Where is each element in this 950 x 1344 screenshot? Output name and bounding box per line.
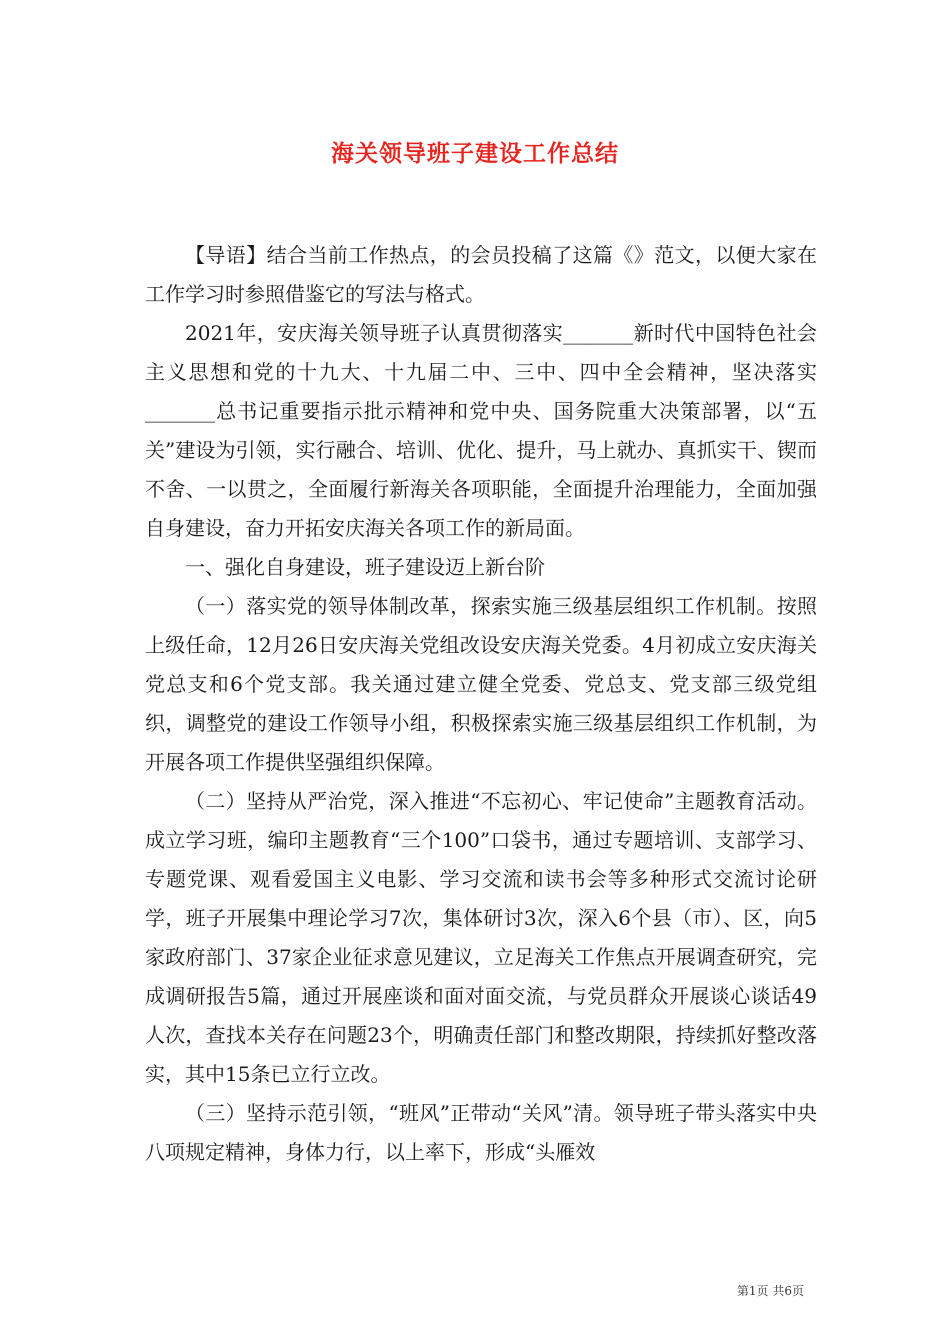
paragraph-item-2: （二）坚持从严治党，深入推进“不忘初心、牢记使命”主题教育活动。成立学习班，编印主题教育“三个100”口袋书，通过专题培训、支部学习、专题党课、观看爱国主义电影、学习交流和读书会等多种形式交流讨论研学，班子开展集中理论学习7次，集体研讨3次，深入6个县（市）、区，向5家政府部门、37家企业征求意见建议，立足海关工作焦点开展调查研究，完成调研报告5篇，通过开展座谈和面对面交流，与党员群众开展谈心谈话49人次，查找本关存在问题23个，明确责任部门和整改期限，持续抓好整改落实，其中15条已立行立改。 [145,789,817,1086]
document-title: 海关领导班子建设工作总结 [331,140,619,167]
paragraph-item-1: （一）落实党的领导体制改革，探索实施三级基层组织工作机制。按照上级任命，12月26日安庆海关党组改设安庆海关党委。4月初成立安庆海关党总支和6个党支部。我关通过建立健全党委、党总支、党支部三级党组织，调整党的建设工作领导小组，积极探索实施三级基层组织工作机制，为开展各项工作提供坚强组织保障。 [145,594,817,774]
section-heading-1: 一、强化自身建设，班子建设迈上新台阶 [185,555,545,579]
page-number-footer: 第1页 共6页 [736,1284,804,1298]
paragraph-item-3: （三）坚持示范引领，“班风”正带动“关风”清。领导班子带头落实中央八项规定精神，身体力行，以上率下，形成“头雁效 [145,1101,817,1164]
paragraph-intro: 【导语】结合当前工作热点，的会员投稿了这篇《》范文，以便大家在工作学习时参照借鉴它的写法与格式。 [145,243,817,306]
paragraph-overview: 2021年，安庆海关领导班子认真贯彻落实_______新时代中国特色社会主义思想和党的十九大、十九届二中、三中、四中全会精神，坚决落实_______总书记重要指示批示精神和党中央、国务院重大决策部署，以“五关”建设为引领，实行融合、培训、优化、提升，马上就办、真抓实干、锲而不舍、一以贯之，全面履行新海关各项职能，全面提升治理能力，全面加强自身建设，奋力开拓安庆海关各项工作的新局面。 [145,321,817,540]
document-body [145,236,817,1172]
